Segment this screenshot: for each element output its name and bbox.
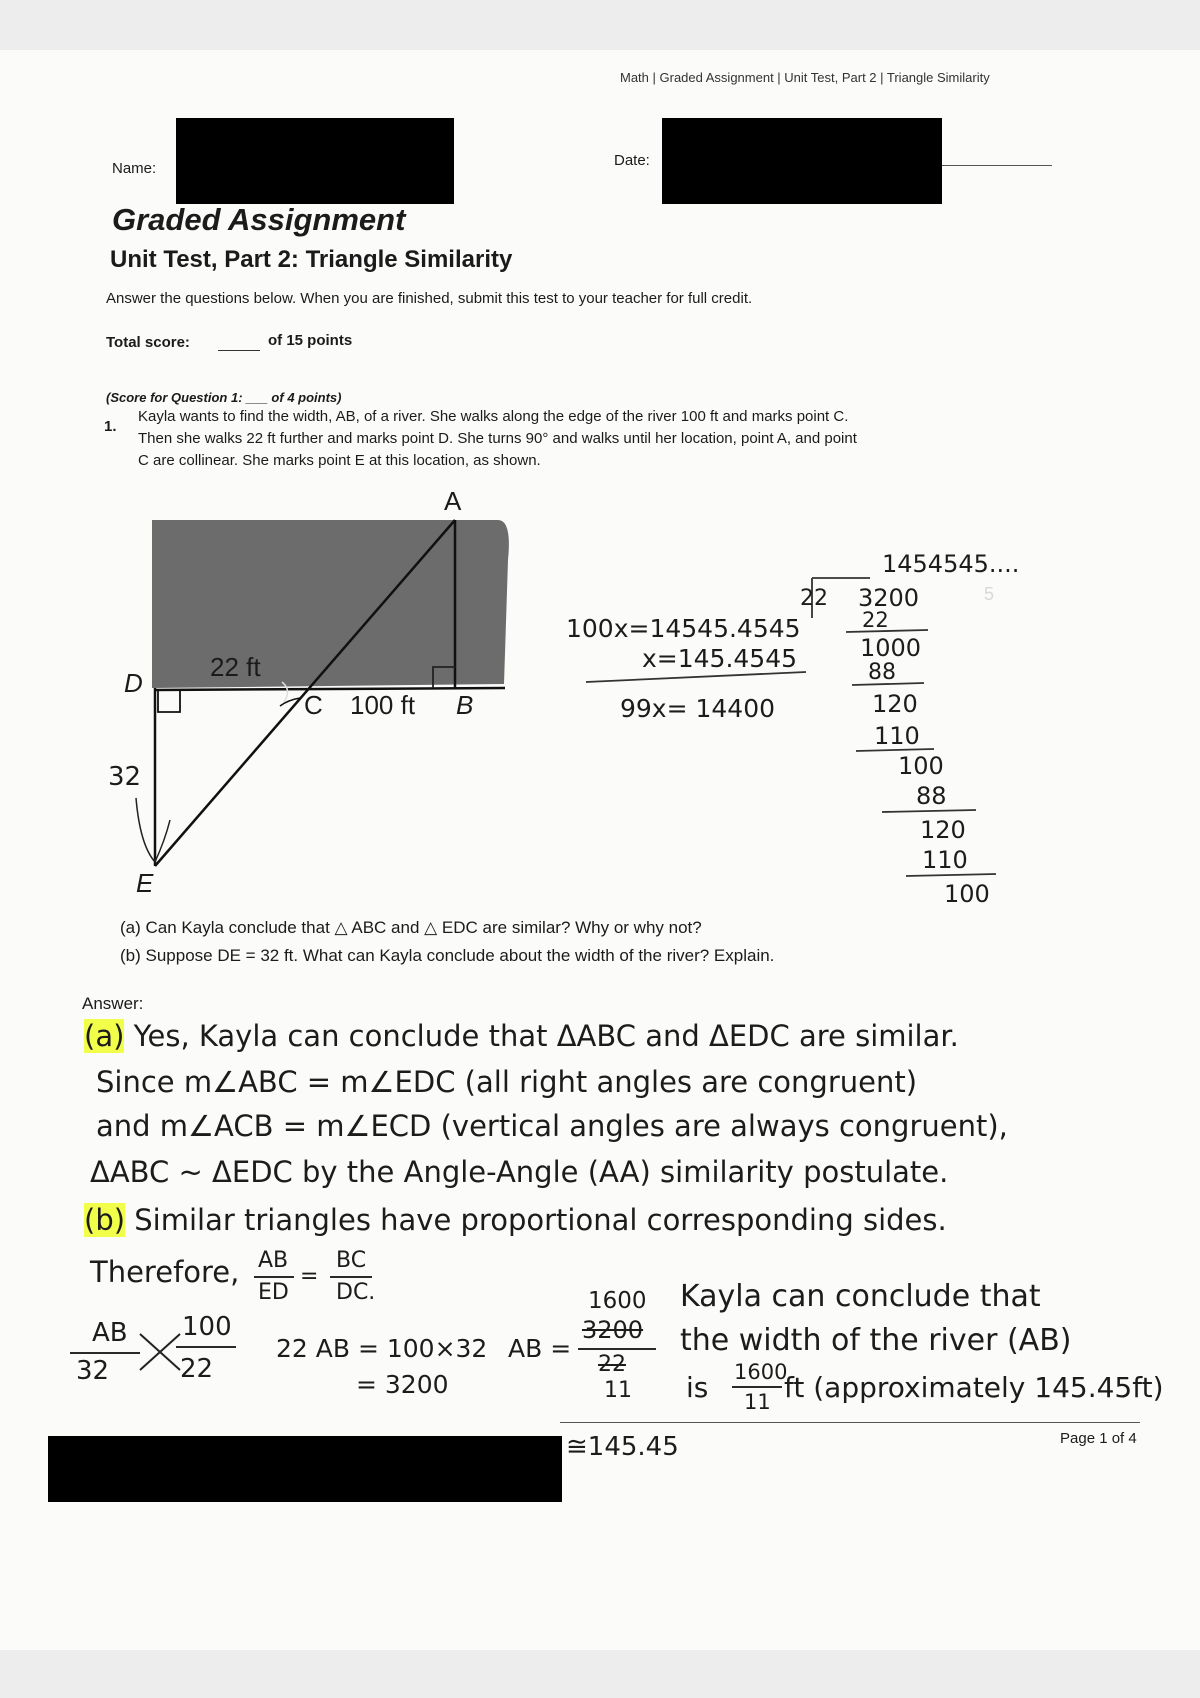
instructions: Answer the questions below. When you are finished, submit this test to your teacher for full credit. [106,290,753,307]
prop-32: 32 [76,1356,110,1386]
question1-text-line1: Kayla wants to find the width, AB, of a river. She walks along the edge of the river 100 ft and marks point C. [138,408,849,425]
handwritten-arc-de [136,798,170,862]
prop-ab: AB [92,1318,128,1348]
conclusion-num: 1600 [734,1360,788,1384]
answer-a-line4: ΔABC ~ ΔEDC by the Angle-Angle (AA) similarity postulate. [90,1155,949,1189]
label-a: A [444,486,462,516]
div-rule-5 [906,874,996,876]
question1-score: (Score for Question 1: ___ of 4 points) [106,390,342,405]
solve-ab: AB = [508,1334,572,1363]
label-c: C [304,690,323,720]
division-quotient: 1454545.... [882,550,1020,578]
frac-equals: = [300,1264,319,1289]
page-number: Page 1 of 4 [1060,1430,1137,1447]
redacted-footer [48,1436,562,1502]
right-angle-d [158,690,180,712]
frac-ab: AB [258,1248,289,1273]
question1-part-b: (b) Suppose DE = 32 ft. What can Kayla conclude about the width of the river? Explain. [120,946,775,965]
total-score-suffix: of 15 points [268,332,353,349]
answer-a-text: Yes, Kayla can conclude that ΔABC and ΔEDC are similar. [133,1019,959,1053]
work-eq2: x=145.4545 [642,644,798,673]
div-rule-4 [882,810,976,812]
frac-ed: ED [258,1280,289,1305]
answer-b-line1 [84,1203,947,1237]
name-label: Name: [112,160,157,177]
answer-a-tag: (a) [84,1019,125,1053]
label-d: D [124,668,143,698]
work-eq3: 99x= 14400 [620,694,776,723]
cross-product-line2: = 3200 [356,1370,449,1399]
date-label: Date: [614,152,650,169]
conclusion-is: is [686,1371,709,1404]
frac-bar-2 [330,1276,372,1278]
division-step: 88 [868,660,896,685]
question1-text-line2: Then she walks 22 ft further and marks point D. She turns 90° and walks until her location, point A, and point [138,430,857,447]
segment-db [155,688,505,690]
conclusion-bar [732,1386,782,1388]
answer-b-line2: Therefore, [90,1255,240,1289]
division-step: 88 [916,782,947,810]
breadcrumb: Math | Graded Assignment | Unit Test, Part 2 | Triangle Similarity [620,70,990,85]
cross-product-line1: 22 AB = 100×32 [276,1334,488,1363]
frac-dc: DC. [336,1280,376,1305]
conclusion-line1: Kayla can conclude that [680,1279,1041,1314]
solve-3200-crossed: 3200 [582,1316,644,1344]
division-step: 22 [862,608,889,632]
solve-1600: 1600 [588,1288,647,1314]
frac-bc: BC [336,1248,367,1273]
conclusion-rest: ft (approximately 145.45ft) [784,1371,1164,1404]
question1-text-line3: C are collinear. She marks point E at this location, as shown. [138,452,541,469]
prop-bar-right [176,1346,236,1348]
work-divider-line [586,672,806,682]
footer-rule [560,1422,1140,1423]
solve-22-crossed: 22 [598,1352,626,1377]
length-cb: 100 ft [350,690,416,720]
division-dividend: 3200 [858,584,920,612]
length-de-handwritten: 32 [108,762,142,792]
answer-a-line2: Since m∠ABC = m∠EDC (all right angles are congruent) [96,1065,918,1099]
division-divisor: 22 [800,586,828,611]
answer-b-text: Similar triangles have proportional corresponding sides. [134,1203,947,1237]
answer-label: Answer: [82,994,144,1013]
division-step: 120 [872,690,918,718]
work-eq1: 100x=14545.4545 [566,614,801,643]
division-step: 1000 [860,634,922,662]
cross-multiply-icon [136,1326,186,1376]
prop-bar-left [70,1352,140,1354]
answer-a-line3: and m∠ACB = m∠ECD (vertical angles are always congruent), [96,1109,1008,1143]
solve-bar [578,1348,656,1350]
answer-b-tag: (b) [84,1203,126,1237]
division-step: 110 [922,846,968,874]
answer-a-line1 [84,1019,959,1053]
division-step: 110 [874,722,920,750]
conclusion-line2: the width of the river (AB) [680,1323,1072,1358]
page-title: Graded Assignment [112,202,406,237]
prop-100: 100 [182,1312,232,1342]
total-score-label: Total score: [106,334,190,351]
question1-part-a: (a) Can Kayla conclude that △ ABC and △ EDC are similar? Why or why not? [120,918,702,937]
division-step: 100 [944,880,990,908]
solve-approx: ≅145.45 [566,1432,679,1462]
question1-number: 1. [104,418,117,435]
page-subtitle: Unit Test, Part 2: Triangle Similarity [110,246,513,273]
division-step: 100 [898,752,944,780]
frac-bar-1 [254,1276,294,1278]
label-b: B [456,690,474,720]
solve-11: 11 [604,1378,632,1403]
faint-margin-mark: 5 [984,584,995,604]
length-dc: 22 ft [210,652,261,682]
label-e: E [136,868,154,898]
division-step: 120 [920,816,966,844]
conclusion-den: 11 [744,1390,771,1414]
prop-22: 22 [180,1354,214,1384]
